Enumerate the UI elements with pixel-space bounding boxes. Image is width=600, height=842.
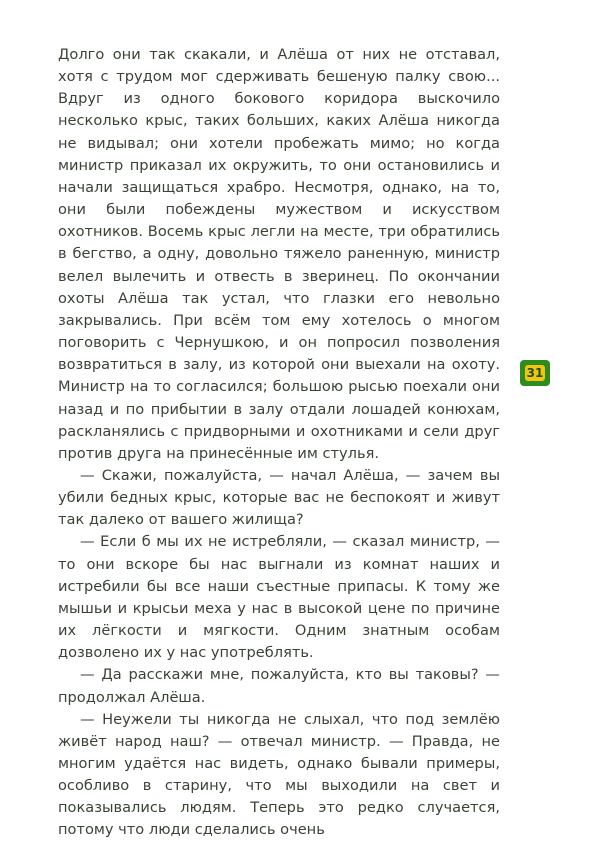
paragraph-5: — Неужели ты никогда не слыхал, что под землёю живёт народ наш? — отвечал министр. — Правда, не многим удаётся нас видеть, однако бывали примеры, особливо в старину, что мы выходили на свет и показывались людям. Теперь это редко случается, потому что люди сделались очень	[58, 710, 500, 839]
paragraph-3: — Если б мы их не истребляли, — сказал министр, — то они вскоре бы нас выгнали из комнат наших и истребили бы все наши съестные припасы. К тому же мышьи и крысьи меха у нас в высокой цене по причине их лёгкости и мягкости. Одним знатным особам дозволено их у нас употреблять.	[58, 533, 500, 662]
page-number-badge	[520, 360, 550, 386]
paragraph-2: — Скажи, пожалуйста, — начал Алёша, — зачем вы убили бедных крыс, которые вас не беспокоят и живут так далеко от вашего жилища?	[58, 466, 500, 529]
page-number: 31	[526, 366, 544, 380]
paragraph-4: — Да расскажи мне, пожалуйста, кто вы таковы? — продолжал Алёша.	[58, 666, 500, 706]
story-text	[58, 44, 500, 842]
paragraph-1: Долго они так скакали, и Алёша от них не отставал, хотя с трудом мог сдерживать бешеную палку свою... Вдруг из одного бокового коридора выскочило несколько крыс, таких больших, каких Алёша никогда не видывал; они хотели пробежать мимо; но когда министр приказал их окружить, то они остановились и начали защищаться храбро. Несмотря, однако, на то, они были побеждены мужеством и искусством охотников. Восемь крыс легли на месте, три обратились в бегство, а одну, довольно тяжело раненную, министр велел вылечить и отвесть в зверинец. По окончании охоты Алёша так устал, что глазки его невольно закрывались. При всём том ему хотелось о многом поговорить с Чернушкою, и он попросил позволения возвратиться в залу, из которой они выехали на охоту. Министр на то согласился; большою рысью поехали они назад и по прибытии в залу отдали лошадей конюхам, раскланялись с придворными и охотниками и сели друг против друга на принесённые им стулья.	[58, 46, 500, 462]
